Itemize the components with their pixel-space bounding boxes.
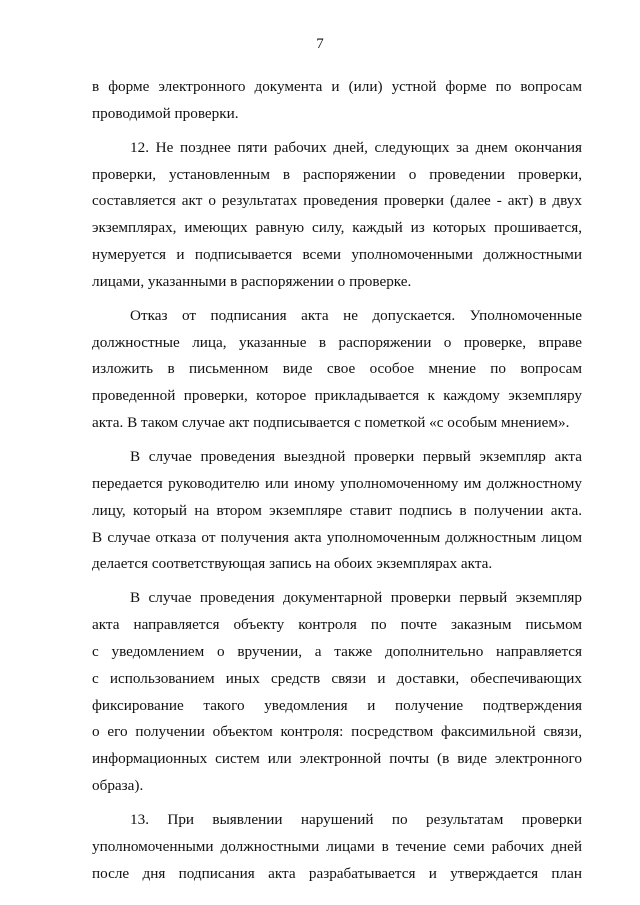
document-body: [92, 74, 582, 887]
text-line: образа).: [92, 777, 144, 795]
text-line: составляется акт о результатах проведения проверки (далее - акт) в двух: [92, 192, 582, 210]
text-line: акта. В таком случае акт подписывается с пометкой «с особым мнением».: [92, 414, 570, 432]
text-line: изложить в письменном виде свое особое мнение по вопросам: [92, 360, 582, 378]
text-line: проводимой проверки.: [92, 104, 239, 122]
text-line: проведенной проверки, которое прикладывается к каждому экземпляру: [92, 387, 582, 405]
text-line: В случае проведения документарной проверки первый экземпляр: [130, 589, 582, 607]
text-line: с уведомлением о вручении, а также дополнительно направляется: [92, 642, 582, 660]
text-line: 13. При выявлении нарушений по результатам проверки: [130, 810, 582, 828]
text-line: В случае отказа от получения акта уполномоченным должностным лицом: [92, 528, 582, 546]
text-line: В случае проведения выездной проверки первый экземпляр акта: [130, 447, 582, 465]
text-line: лицу, который на втором экземпляре ставит подпись в получении акта.: [92, 501, 582, 519]
text-line: о его получении объектом контроля: посредством факсимильной связи,: [92, 723, 582, 741]
text-line: с использованием иных средств связи и доставки, обеспечивающих: [92, 669, 582, 687]
paragraph-continuation: [92, 74, 582, 128]
paragraph-onsite-inspection: [92, 444, 582, 578]
text-line: должностные лица, указанные в распоряжении о проверке, вправе: [92, 333, 582, 351]
text-line: лицами, указанными в распоряжении о проверке.: [92, 272, 412, 290]
page-number: 7: [316, 36, 324, 52]
text-line: Отказ от подписания акта не допускается. Уполномоченные: [130, 306, 582, 324]
text-line: нумеруется и подписывается всеми уполномоченными должностными: [92, 246, 582, 264]
text-line: 12. Не позднее пяти рабочих дней, следующих за днем окончания: [130, 138, 582, 156]
text-line: в форме электронного документа и (или) устной форме по вопросам: [92, 78, 582, 95]
text-line: делается соответствующая запись на обоих экземплярах акта.: [92, 555, 493, 573]
text-line: акта направляется объекту контроля по почте заказным письмом: [92, 616, 582, 634]
paragraph-clause-13: [92, 807, 582, 888]
text-line: передается руководителю или иному уполномоченному им должностному: [92, 474, 582, 492]
text-line: информационных систем или электронной почты (в виде электронного: [92, 750, 582, 768]
paragraph-refusal: [92, 303, 582, 437]
text-line: уполномоченными должностными лицами в течение семи рабочих дней: [92, 837, 582, 855]
paragraph-clause-12: [92, 135, 582, 296]
paragraph-documentary-inspection: [92, 585, 582, 800]
text-line: экземплярах, имеющих равную силу, каждый из которых прошивается,: [92, 219, 582, 237]
text-line: после дня подписания акта разрабатывается и утверждается план: [92, 864, 582, 882]
text-line: проверки, установленным в распоряжении о проведении проверки,: [92, 165, 582, 183]
text-line: фиксирование такого уведомления и получение подтверждения: [92, 696, 582, 714]
